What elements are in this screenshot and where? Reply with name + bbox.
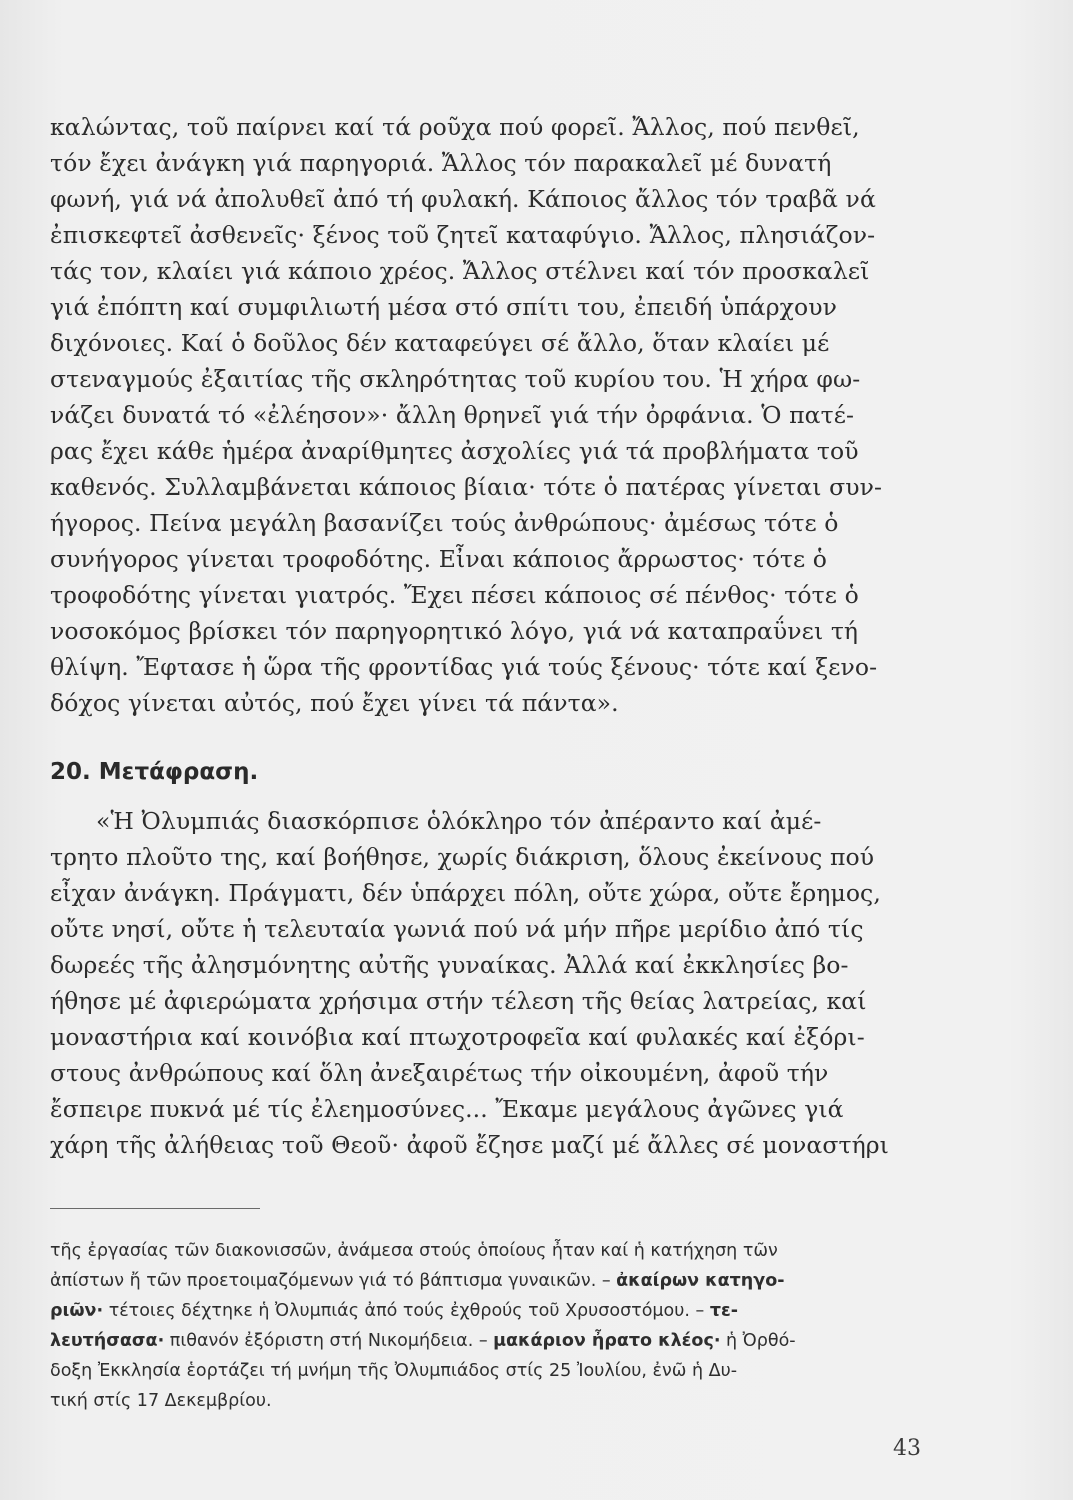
footnote-line: δοξη Ἐκκλησία ἑορτάζει τή μνήμη τῆς Ὀλυμπιάδος στίς 25 Ἰουλίου, ἐνῶ ἡ Δυ- bbox=[50, 1361, 738, 1381]
footnote-line: τῆς ἐργασίας τῶν διακονισσῶν, ἀνάμεσα στούς ὁποίους ἦταν καί ἡ κατήχηση τῶν bbox=[50, 1241, 778, 1261]
text-line: ἔσπειρε πυκνά μέ τίς ἐλεημοσύνες... Ἔκαμε μεγάλους ἀγῶνες γιά bbox=[50, 1095, 844, 1123]
text-line: δωρεές τῆς ἀλησμόνητης αὐτῆς γυναίκας. Ἀλλά καί ἐκκλησίες βο- bbox=[50, 951, 849, 979]
text-line: καθενός. Συλλαμβάνεται κάποιος βίαια· τότε ὁ πατέρας γίνεται συν- bbox=[50, 473, 883, 501]
text-line: «Ἡ Ὀλυμπιάς διασκόρπισε ὁλόκληρο τόν ἀπέραντο καί ἀμέ- bbox=[96, 807, 822, 835]
section-heading: 20. Μετάφραση. bbox=[50, 759, 259, 785]
footnote-term: ἀκαίρων κατηγο- bbox=[616, 1271, 785, 1291]
footnote-separator bbox=[50, 1208, 260, 1209]
text-line: ήγορος. Πείνα μεγάλη βασανίζει τούς ἀνθρώπους· ἀμέσως τότε ὁ bbox=[50, 509, 839, 537]
text-line: θλίψη. Ἔφτασε ἡ ὥρα τῆς φροντίδας γιά τούς ξένους· τότε καί ξενο- bbox=[50, 653, 878, 681]
footnote-line bbox=[50, 1298, 738, 1324]
text-line: μοναστήρια καί κοινόβια καί πτωχοτροφεῖα καί φυλακές καί ἐξόρι- bbox=[50, 1023, 865, 1051]
footnote-text: ἀπίστων ἤ τῶν προετοιμαζόμενων γιά τό βάπτισμα γυναικῶν. – bbox=[50, 1271, 617, 1291]
page-number: 43 bbox=[893, 1436, 921, 1461]
footnote-term: λευτήσασα· bbox=[50, 1331, 165, 1351]
text-line: τροφοδότης γίνεται γιατρός. Ἔχει πέσει κάποιος σέ πένθος· τότε ὁ bbox=[50, 581, 859, 609]
text-line: ρας ἔχει κάθε ἡμέρα ἀναρίθμητες ἀσχολίες γιά τά προβλήματα τοῦ bbox=[50, 437, 859, 465]
text-line: ήθησε μέ ἀφιερώματα χρήσιμα στήν τέλεση τῆς θείας λατρείας, καί bbox=[50, 987, 867, 1015]
footnote-text: τέτοιες δέχτηκε ἡ Ὀλυμπιάς ἀπό τούς ἐχθρούς τοῦ Χρυσοστόμου. – bbox=[103, 1301, 710, 1321]
text-line: εἶχαν ἀνάγκη. Πράγματι, δέν ὑπάρχει πόλη, οὔτε χώρα, οὔτε ἔρημος, bbox=[50, 879, 881, 907]
text-line: τρητο πλοῦτο της, καί βοήθησε, χωρίς διάκριση, ὅλους ἐκείνους πού bbox=[50, 843, 875, 871]
footnote-term: μακάριον ἦρατο κλέος· bbox=[493, 1331, 721, 1351]
text-line: χάρη τῆς ἀλήθειας τοῦ Θεοῦ· ἀφοῦ ἔζησε μαζί μέ ἄλλες σέ μοναστήρι bbox=[50, 1131, 889, 1159]
footnote-term: τε- bbox=[709, 1301, 739, 1321]
text-line: ἐπισκεφτεῖ ἀσθενεῖς· ξένος τοῦ ζητεῖ καταφύγιο. Ἄλλος, πλησιάζον- bbox=[50, 221, 876, 249]
text-line: φωνή, γιά νά ἀπολυθεῖ ἀπό τή φυλακή. Κάποιος ἄλλος τόν τραβᾶ νά bbox=[50, 185, 876, 213]
text-line: στους ἀνθρώπους καί ὅλη ἀνεξαιρέτως τήν οἰκουμένη, ἀφοῦ τήν bbox=[50, 1059, 829, 1087]
footnote-line: τική στίς 17 Δεκεμβρίου. bbox=[50, 1391, 272, 1411]
footnote-text: πιθανόν ἐξόριστη στή Νικομήδεια. – bbox=[164, 1331, 494, 1351]
text-line: οὔτε νησί, οὔτε ἡ τελευταία γωνιά πού νά μήν πῆρε μερίδιο ἀπό τίς bbox=[50, 915, 864, 943]
text-line: καλώντας, τοῦ παίρνει καί τά ροῦχα πού φορεῖ. Ἄλλος, πού πενθεῖ, bbox=[50, 113, 860, 141]
text-line: συνήγορος γίνεται τροφοδότης. Εἶναι κάποιος ἄρρωστος· τότε ὁ bbox=[50, 545, 828, 573]
text-line: στεναγμούς ἐξαιτίας τῆς σκληρότητας τοῦ κυρίου του. Ἡ χήρα φω- bbox=[50, 365, 861, 393]
text-line: τόν ἔχει ἀνάγκη γιά παρηγοριά. Ἄλλος τόν παρακαλεῖ μέ δυνατή bbox=[50, 149, 832, 177]
text-line: νάζει δυνατά τό «ἐλέησον»· ἄλλη θρηνεῖ γιά τήν ὀρφάνια. Ὁ πατέ- bbox=[50, 401, 855, 429]
text-line: τάς τον, κλαίει γιά κάποιο χρέος. Ἄλλος στέλνει καί τόν προσκαλεῖ bbox=[50, 257, 870, 285]
footnote-line bbox=[50, 1328, 796, 1354]
footnote-text: ἡ Ὀρθό- bbox=[720, 1331, 796, 1351]
text-line: διχόνοιες. Καί ὁ δοῦλος δέν καταφεύγει σέ ἄλλο, ὅταν κλαίει μέ bbox=[50, 329, 830, 357]
footnote-line bbox=[50, 1268, 784, 1294]
footnote-term: ριῶν· bbox=[50, 1301, 104, 1321]
text-line: δόχος γίνεται αὐτός, πού ἔχει γίνει τά πάντα». bbox=[50, 689, 619, 717]
text-line: νοσοκόμος βρίσκει τόν παρηγορητικό λόγο, γιά νά καταπραΰνει τή bbox=[50, 617, 859, 645]
text-line: γιά ἐπόπτη καί συμφιλιωτή μέσα στό σπίτι του, ἐπειδή ὑπάρχουν bbox=[50, 293, 837, 321]
